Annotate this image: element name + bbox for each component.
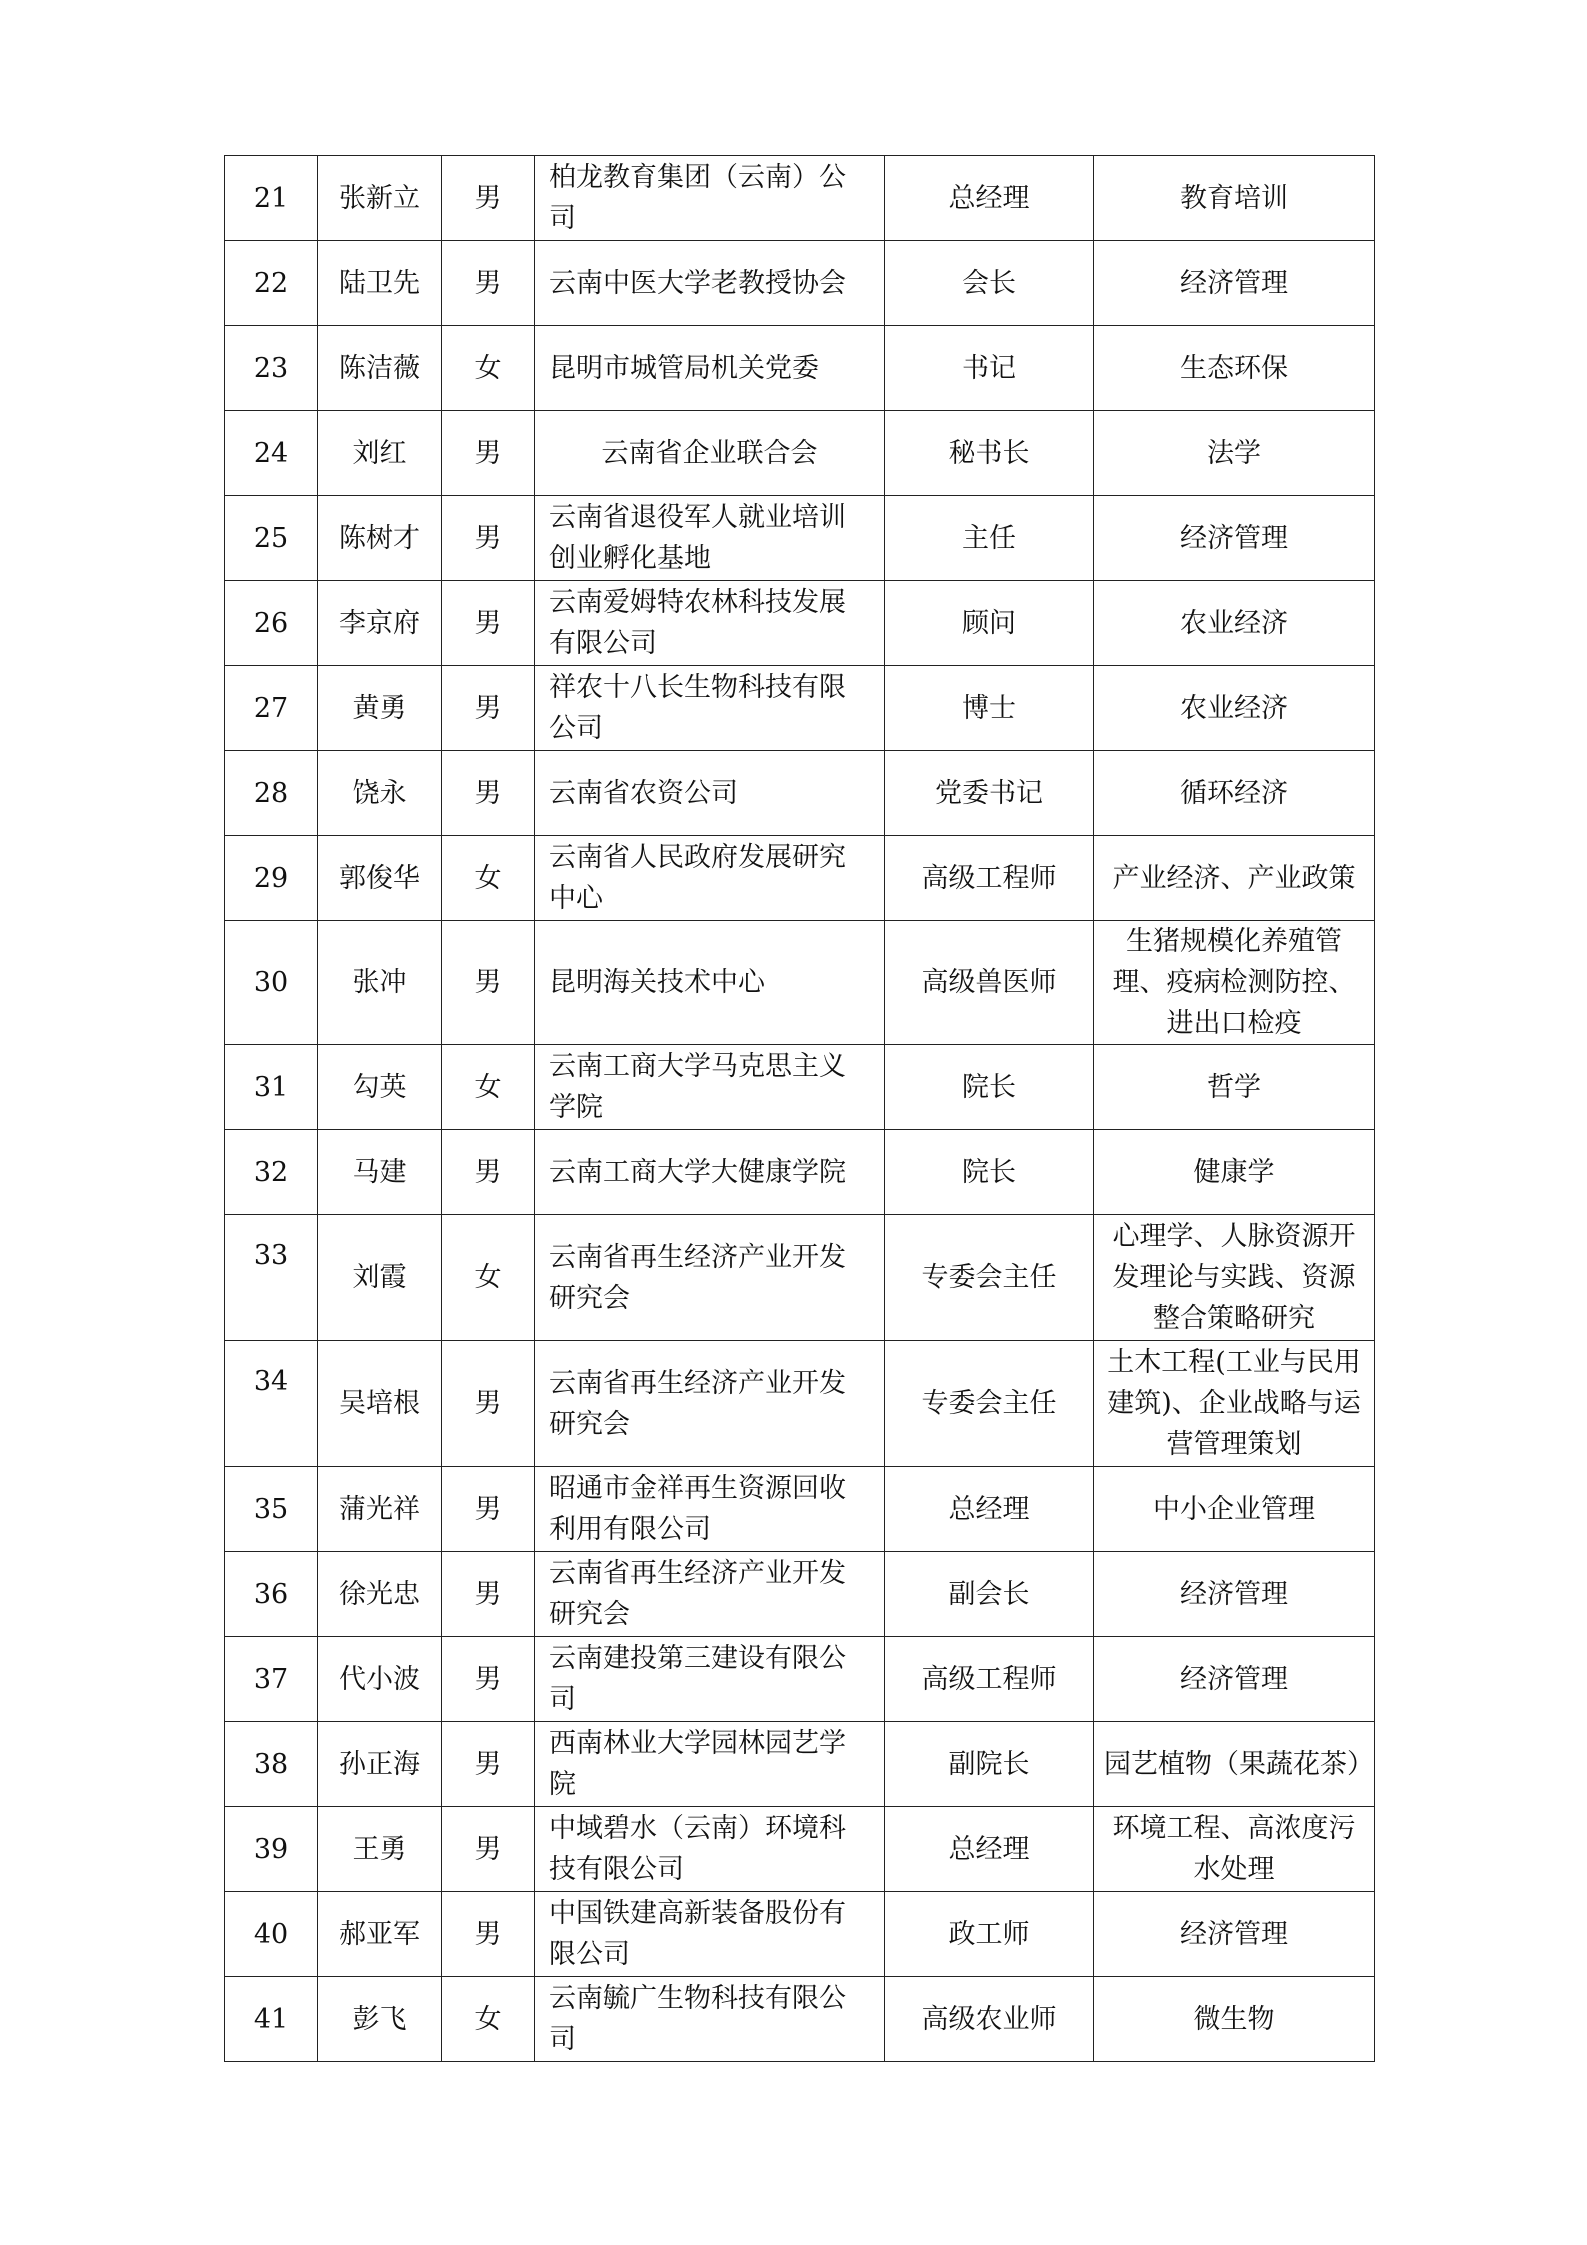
person-expertise: 农业经济 [1094, 581, 1375, 666]
person-gender: 男 [442, 1341, 535, 1467]
person-expertise: 生态环保 [1094, 326, 1375, 411]
table-row [225, 1341, 1375, 1467]
person-title: 高级工程师 [885, 836, 1094, 921]
person-title: 总经理 [885, 1467, 1094, 1552]
person-gender: 男 [442, 751, 535, 836]
table-row [225, 411, 1375, 496]
person-title: 秘书长 [885, 411, 1094, 496]
table-row [225, 836, 1375, 921]
person-name: 陈洁薇 [318, 326, 442, 411]
person-expertise: 经济管理 [1094, 1892, 1375, 1977]
table-row [225, 921, 1375, 1045]
person-title: 总经理 [885, 156, 1094, 241]
person-expertise: 循环经济 [1094, 751, 1375, 836]
person-gender: 男 [442, 581, 535, 666]
person-name: 徐光忠 [318, 1552, 442, 1637]
person-gender: 男 [442, 241, 535, 326]
person-gender: 男 [442, 1807, 535, 1892]
row-number: 25 [225, 496, 318, 581]
person-name: 代小波 [318, 1637, 442, 1722]
person-gender: 男 [442, 921, 535, 1045]
person-organization: 昆明市城管局机关党委 [535, 326, 885, 411]
person-expertise: 法学 [1094, 411, 1375, 496]
person-title: 专委会主任 [885, 1341, 1094, 1467]
person-title: 专委会主任 [885, 1215, 1094, 1341]
person-organization: 西南林业大学园林园艺学院 [535, 1722, 885, 1807]
table-row [225, 1130, 1375, 1215]
person-name: 孙正海 [318, 1722, 442, 1807]
row-number: 38 [225, 1722, 318, 1807]
person-title: 高级兽医师 [885, 921, 1094, 1045]
person-title: 副院长 [885, 1722, 1094, 1807]
person-organization: 云南爱姆特农林科技发展有限公司 [535, 581, 885, 666]
table-row [225, 326, 1375, 411]
person-expertise: 农业经济 [1094, 666, 1375, 751]
person-title: 院长 [885, 1045, 1094, 1130]
table-row [225, 156, 1375, 241]
person-name: 张冲 [318, 921, 442, 1045]
person-name: 黄勇 [318, 666, 442, 751]
person-expertise: 中小企业管理 [1094, 1467, 1375, 1552]
row-number: 22 [225, 241, 318, 326]
person-expertise: 微生物 [1094, 1977, 1375, 2062]
person-name: 饶永 [318, 751, 442, 836]
person-gender: 男 [442, 156, 535, 241]
person-organization: 中国铁建高新装备股份有限公司 [535, 1892, 885, 1977]
person-title: 高级农业师 [885, 1977, 1094, 2062]
person-gender: 男 [442, 1552, 535, 1637]
table-row [225, 1215, 1375, 1341]
person-gender: 女 [442, 1215, 535, 1341]
person-gender: 男 [442, 411, 535, 496]
person-expertise: 园艺植物（果蔬花茶） [1094, 1722, 1375, 1807]
person-name: 吴培根 [318, 1341, 442, 1467]
expert-roster-table [224, 155, 1375, 2062]
row-number: 40 [225, 1892, 318, 1977]
person-organization: 云南省人民政府发展研究中心 [535, 836, 885, 921]
person-gender: 男 [442, 1892, 535, 1977]
person-expertise: 教育培训 [1094, 156, 1375, 241]
person-expertise: 哲学 [1094, 1045, 1375, 1130]
person-gender: 男 [442, 1130, 535, 1215]
person-name: 李京府 [318, 581, 442, 666]
person-organization: 柏龙教育集团（云南）公司 [535, 156, 885, 241]
row-number: 35 [225, 1467, 318, 1552]
table-row [225, 1467, 1375, 1552]
person-organization: 云南建投第三建设有限公司 [535, 1637, 885, 1722]
row-number: 36 [225, 1552, 318, 1637]
person-name: 马建 [318, 1130, 442, 1215]
row-number: 21 [225, 156, 318, 241]
row-number: 32 [225, 1130, 318, 1215]
person-expertise: 土木工程(工业与民用建筑)、企业战略与运营管理策划 [1094, 1341, 1375, 1467]
table-row [225, 1892, 1375, 1977]
person-title: 副会长 [885, 1552, 1094, 1637]
row-number: 31 [225, 1045, 318, 1130]
row-number: 27 [225, 666, 318, 751]
person-title: 总经理 [885, 1807, 1094, 1892]
person-name: 郭俊华 [318, 836, 442, 921]
person-title: 院长 [885, 1130, 1094, 1215]
person-gender: 男 [442, 666, 535, 751]
person-title: 高级工程师 [885, 1637, 1094, 1722]
row-number: 29 [225, 836, 318, 921]
table-row [225, 1977, 1375, 2062]
person-title: 顾问 [885, 581, 1094, 666]
person-gender: 男 [442, 1722, 535, 1807]
person-title: 主任 [885, 496, 1094, 581]
person-expertise: 经济管理 [1094, 1552, 1375, 1637]
person-name: 张新立 [318, 156, 442, 241]
person-name: 陈树才 [318, 496, 442, 581]
person-expertise: 经济管理 [1094, 241, 1375, 326]
person-gender: 女 [442, 1977, 535, 2062]
table-row [225, 1552, 1375, 1637]
row-number: 30 [225, 921, 318, 1045]
person-organization: 昭通市金祥再生资源回收利用有限公司 [535, 1467, 885, 1552]
person-organization: 昆明海关技术中心 [535, 921, 885, 1045]
person-gender: 女 [442, 1045, 535, 1130]
person-expertise: 产业经济、产业政策 [1094, 836, 1375, 921]
person-title: 书记 [885, 326, 1094, 411]
person-organization: 云南工商大学大健康学院 [535, 1130, 885, 1215]
person-organization: 云南省退役军人就业培训创业孵化基地 [535, 496, 885, 581]
row-number: 37 [225, 1637, 318, 1722]
person-organization: 云南省再生经济产业开发研究会 [535, 1215, 885, 1341]
table-row [225, 1722, 1375, 1807]
person-title: 党委书记 [885, 751, 1094, 836]
person-organization: 祥农十八长生物科技有限公司 [535, 666, 885, 751]
person-organization: 云南省企业联合会 [535, 411, 885, 496]
row-number: 39 [225, 1807, 318, 1892]
person-name: 勾英 [318, 1045, 442, 1130]
person-name: 彭飞 [318, 1977, 442, 2062]
table-row [225, 1045, 1375, 1130]
table-row [225, 1637, 1375, 1722]
person-expertise: 生猪规模化养殖管理、疫病检测防控、进出口检疫 [1094, 921, 1375, 1045]
person-name: 陆卫先 [318, 241, 442, 326]
person-organization: 中域碧水（云南）环境科技有限公司 [535, 1807, 885, 1892]
person-expertise: 经济管理 [1094, 1637, 1375, 1722]
table-row [225, 241, 1375, 326]
person-expertise: 经济管理 [1094, 496, 1375, 581]
person-expertise: 心理学、人脉资源开发理论与实践、资源整合策略研究 [1094, 1215, 1375, 1341]
row-number: 24 [225, 411, 318, 496]
person-gender: 女 [442, 326, 535, 411]
person-name: 刘霞 [318, 1215, 442, 1341]
person-gender: 男 [442, 496, 535, 581]
table-row [225, 496, 1375, 581]
person-expertise: 环境工程、高浓度污水处理 [1094, 1807, 1375, 1892]
person-expertise: 健康学 [1094, 1130, 1375, 1215]
table-row [225, 1807, 1375, 1892]
row-number: 34 [225, 1341, 318, 1467]
person-name: 郝亚军 [318, 1892, 442, 1977]
person-organization: 云南工商大学马克思主义学院 [535, 1045, 885, 1130]
roster-body [225, 156, 1375, 2062]
person-gender: 男 [442, 1637, 535, 1722]
person-organization: 云南中医大学老教授协会 [535, 241, 885, 326]
person-gender: 男 [442, 1467, 535, 1552]
row-number: 23 [225, 326, 318, 411]
person-title: 政工师 [885, 1892, 1094, 1977]
person-organization: 云南毓广生物科技有限公司 [535, 1977, 885, 2062]
person-gender: 女 [442, 836, 535, 921]
person-organization: 云南省农资公司 [535, 751, 885, 836]
row-number: 26 [225, 581, 318, 666]
table-row [225, 751, 1375, 836]
row-number: 28 [225, 751, 318, 836]
person-name: 蒲光祥 [318, 1467, 442, 1552]
person-organization: 云南省再生经济产业开发研究会 [535, 1552, 885, 1637]
table-row [225, 666, 1375, 751]
table-row [225, 581, 1375, 666]
person-name: 王勇 [318, 1807, 442, 1892]
person-name: 刘红 [318, 411, 442, 496]
row-number: 41 [225, 1977, 318, 2062]
person-title: 博士 [885, 666, 1094, 751]
row-number: 33 [225, 1215, 318, 1341]
person-organization: 云南省再生经济产业开发研究会 [535, 1341, 885, 1467]
person-title: 会长 [885, 241, 1094, 326]
